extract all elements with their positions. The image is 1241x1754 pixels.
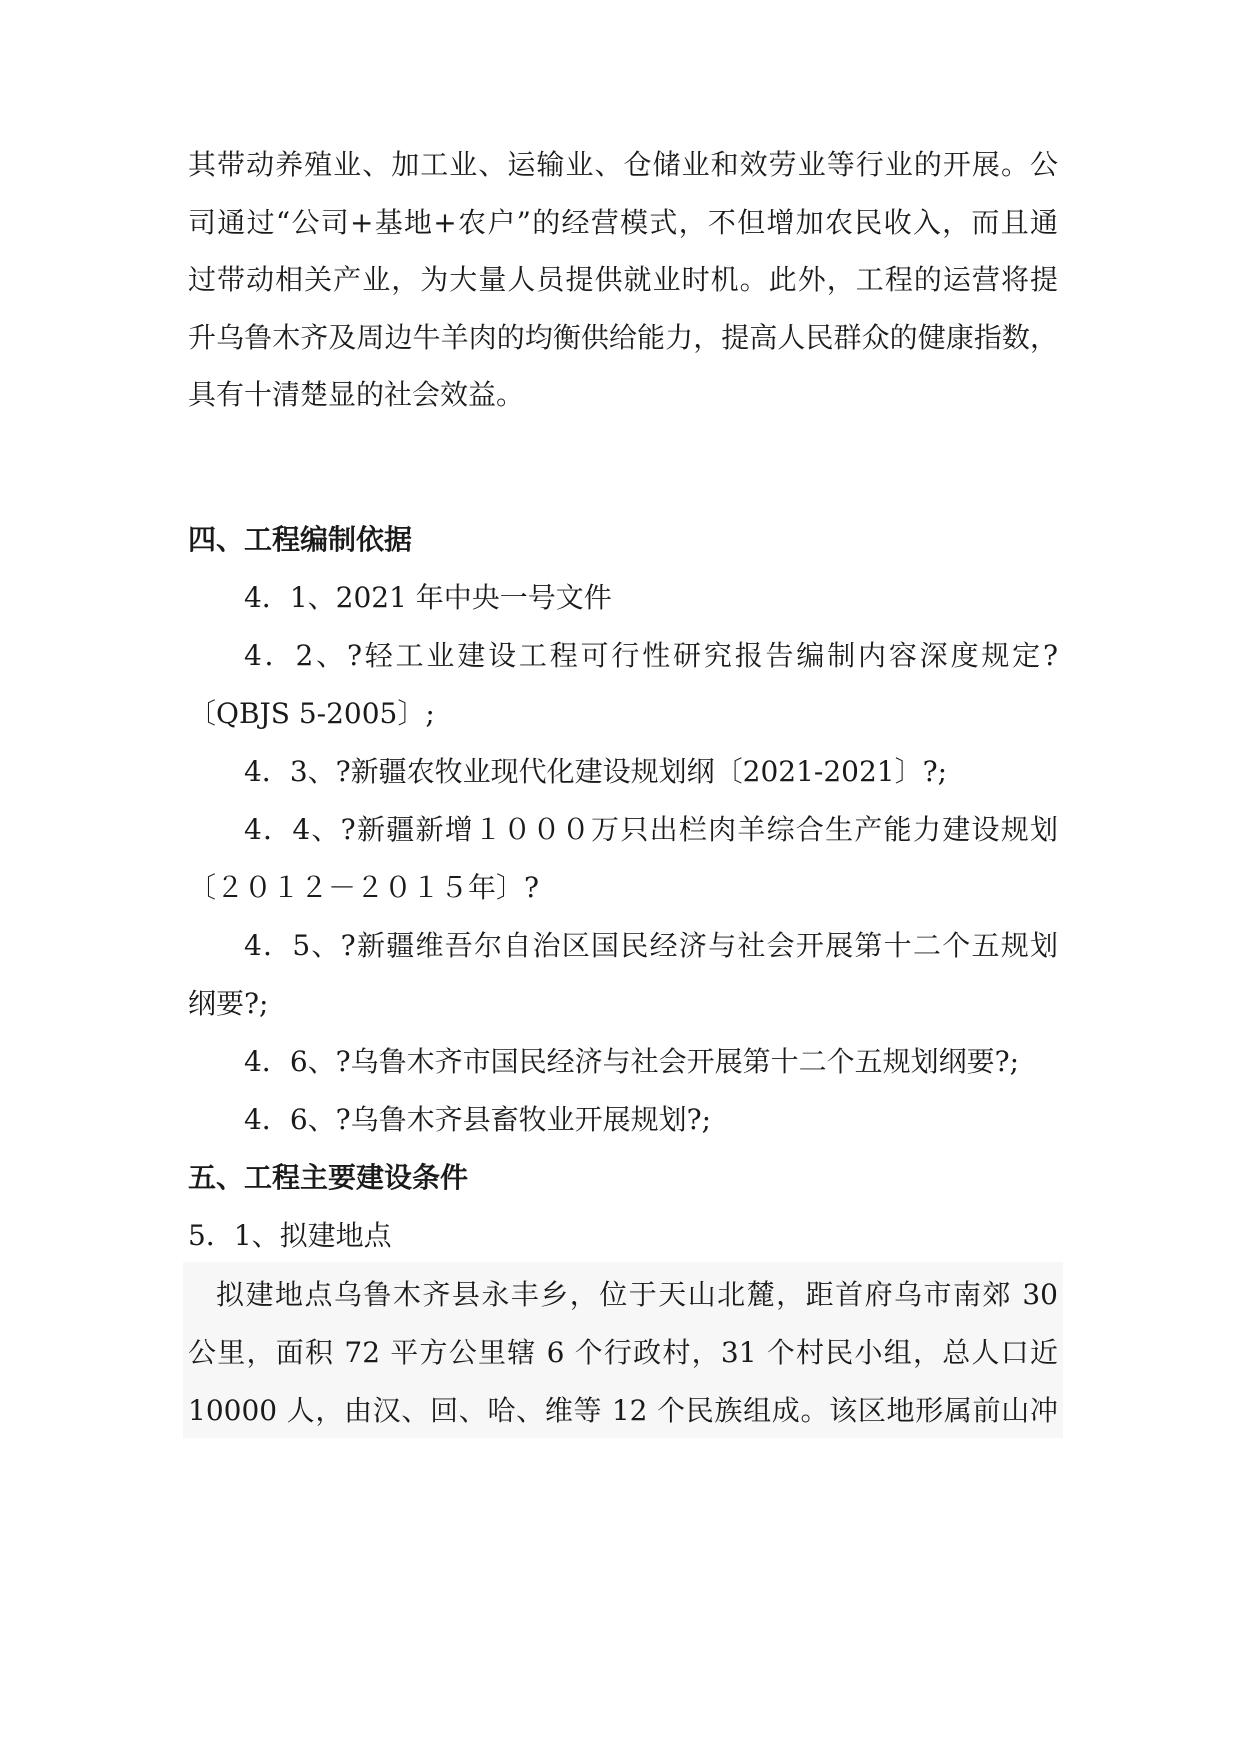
list-item: 4．1、2021 年中央一号文件 <box>244 581 612 614</box>
list-item: 4．6、?乌鲁木齐市国民经济与社会开展第十二个五规划纲要?; <box>244 1045 1020 1078</box>
paragraph-line: 具有十清楚显的社会效益。 <box>188 378 525 411</box>
list-item: 4．6、?乌鲁木齐县畜牧业开展规划?; <box>244 1103 712 1136</box>
section-heading: 五、工程主要建设条件 <box>188 1161 469 1194</box>
list-item: 4．5、?新疆维吾尔自治区国民经济与社会开展第十二个五规划 <box>244 929 1058 962</box>
list-item: 4．3、?新疆农牧业现代化建设规划纲〔2021-2021〕?; <box>244 755 948 788</box>
paragraph-line: 10000 人，由汉、回、哈、维等 12 个民族组成。该区地形属前山冲 <box>188 1394 1058 1427</box>
paragraph-line: 过带动相关产业，为大量人员提供就业时机。此外，工程的运营将提 <box>188 263 1058 296</box>
list-item: 4．2、?轻工业建设工程可行性研究报告编制内容深度规定? <box>244 639 1058 672</box>
paragraph-line: 拟建地点乌鲁木齐县永丰乡，位于天山北麓，距首府乌市南郊 30 <box>216 1278 1058 1311</box>
subsection-heading: 5．1、拟建地点 <box>188 1219 392 1252</box>
list-item-continuation: 〔２０１２－２０１５年〕? <box>188 871 540 904</box>
paragraph-line: 其带动养殖业、加工业、运输业、仓储业和效劳业等行业的开展。公 <box>188 148 1058 181</box>
list-item-continuation: 纲要?; <box>188 987 269 1020</box>
section-heading: 四、工程编制依据 <box>188 523 413 556</box>
list-item-continuation: 〔QBJS 5-2005〕; <box>188 697 435 730</box>
paragraph-line: 司通过“公司+基地+农户”的经营模式，不但增加农民收入，而且通 <box>188 206 1058 239</box>
list-item: 4．4、?新疆新增１０００万只出栏肉羊综合生产能力建设规划 <box>244 813 1058 846</box>
paragraph-line: 升乌鲁木齐及周边牛羊肉的均衡供给能力，提高人民群众的健康指数， <box>188 321 1058 354</box>
paragraph-line: 公里，面积 72 平方公里辖 6 个行政村，31 个村民小组，总人口近 <box>188 1336 1058 1369</box>
